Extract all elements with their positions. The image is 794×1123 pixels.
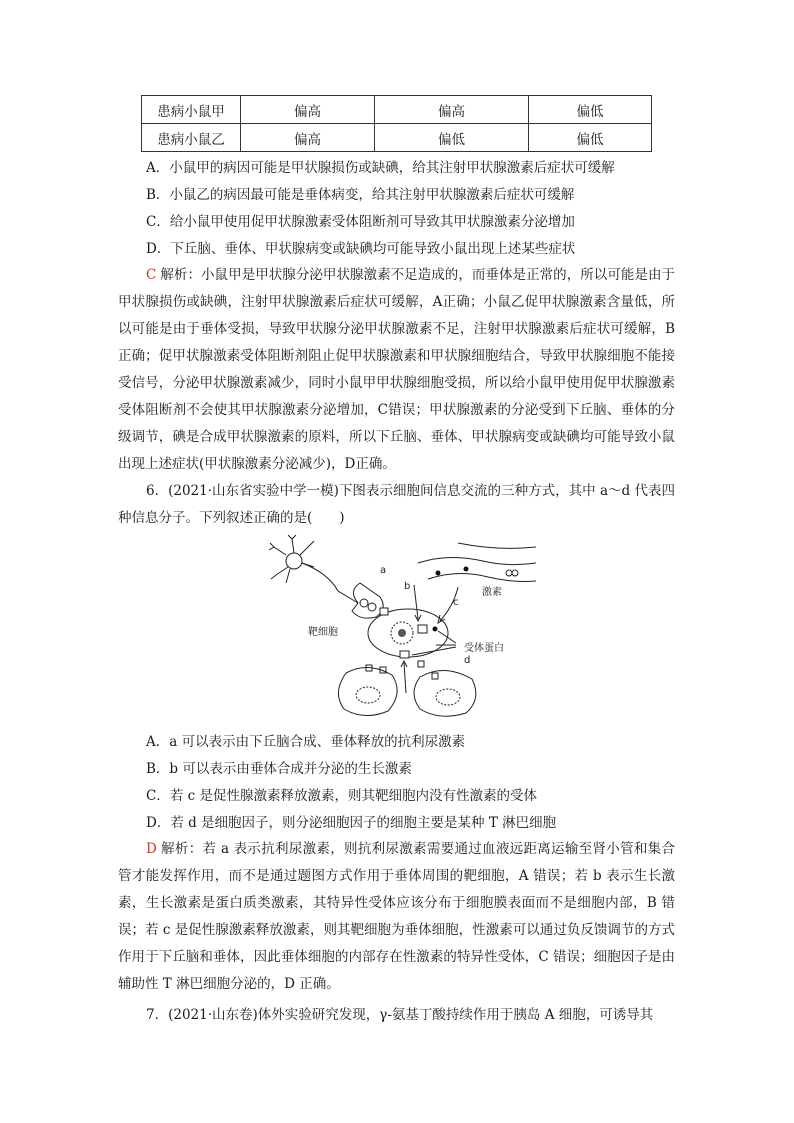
q6-answer: D (146, 841, 157, 857)
q5-analysis (118, 262, 675, 478)
table-row (142, 96, 652, 124)
q6-option-c: C．若 c 是促性腺激素释放激素，则其靶细胞内没有性激素的受体 (146, 788, 537, 804)
hormone-dot (464, 567, 469, 572)
table-cell: 患病小鼠乙 (142, 124, 241, 152)
q6-option-b: B．b 可以表示由垂体合成并分泌的生长激素 (146, 761, 412, 777)
table-cell: 偏低 (529, 124, 652, 152)
label-d: d (464, 655, 471, 666)
table-row (142, 124, 652, 152)
blood-vessel (418, 543, 536, 582)
table-cell: 偏低 (375, 124, 529, 152)
nucleolus (398, 629, 406, 637)
table-cell: 患病小鼠甲 (142, 96, 241, 124)
label-target-cell: 靶细胞 (308, 627, 338, 638)
hormone-pair (506, 570, 518, 576)
q5-option-c: C．给小鼠甲使用促甲状腺激素受体阻断剂可导致其甲状腺激素分泌增加 (146, 214, 575, 230)
q5-analysis-text: 解析：小鼠甲是甲状腺分泌甲状腺激素不足造成的，而垂体是正常的，所以可能是由于甲状腺损伤或缺碘，注射甲状腺激素后症状可缓解，A正确；小鼠乙促甲状腺激素含量低，所以可能是由于垂体受损，导致甲状腺分泌甲状腺激素不足，注射甲状腺激素后症状可缓解，B正确；促甲状腺激素受体阻断剂阻止促甲状腺激素和甲状腺细胞结合，导致甲状腺细胞不能接受信号，分泌甲状腺激素减少，同时小鼠甲甲状腺细胞受损，所以给小鼠甲使用促甲状腺激素受体阻断剂不会使其甲状腺激素分泌增加，C错误；甲状腺激素的分泌受到下丘脑、垂体的分级调节，碘是合成甲状腺激素的原料，所以下丘脑、垂体、甲状腺病变或缺碘均可能导致小鼠出现上述症状(甲状腺激素分泌减少)，D正确。 (118, 267, 675, 472)
q6-option-a: A．a 可以表示由下丘脑合成、垂体释放的抗利尿激素 (146, 734, 466, 750)
secretory-cells (338, 661, 475, 716)
cell-communication-diagram (268, 533, 536, 721)
q5-answer: C (146, 267, 157, 283)
q5-option-a: A．小鼠甲的病因可能是甲状腺损伤或缺碘，给其注射甲状腺激素后症状可缓解 (146, 160, 615, 176)
diagram-svg (268, 533, 536, 721)
q7-stem: 7．(2021·山东卷)体外实验研究发现，γ-氨基丁酸持续作用于胰岛 A 细胞，可诱导其 (146, 1007, 654, 1023)
receptor-a (380, 608, 388, 615)
table-cell: 偏低 (529, 96, 652, 124)
table-cell: 偏高 (241, 124, 375, 152)
q5-option-b: B．小鼠乙的病因最可能是垂体病变，给其注射甲状腺激素后症状可缓解 (146, 187, 575, 203)
hormone-table (141, 95, 652, 152)
receptor-c (433, 627, 438, 632)
neuron-shape (269, 535, 383, 618)
label-hormone: 激素 (482, 587, 502, 598)
receptor-b (418, 625, 427, 633)
q5-option-d: D．下丘脑、垂体、甲状腺病变或缺碘均可能导致小鼠出现上述某些症状 (146, 241, 576, 257)
q6-option-d: D．若 d 是细胞因子，则分泌细胞因子的细胞主要是某种 T 淋巴细胞 (146, 815, 557, 831)
table-cell: 偏高 (375, 96, 529, 124)
label-receptor: 受体蛋白 (464, 643, 504, 654)
q6-analysis-text: 解析：若 a 表示抗利尿激素，则抗利尿激素需要通过血液远距离运输至肾小管和集合管才能发挥作用，而不是通过题图方式作用于垂体周围的靶细胞，A 错误；若 b 表示生长激素，生长激素是蛋白质类激素，其特异性受体应该分布于细胞膜表面而不是细胞内部，B 错误；若 c 是促性腺激素释放激素，则其靶细胞为垂体细胞，性激素可以通过负反馈调节的方式作用于下丘脑和垂体，因此垂体细胞的内部存在性激素的特异性受体，C 错误；细胞因子是由辅助性 T 淋巴细胞分泌的，D 正确。 (118, 841, 675, 992)
signal-arrows (401, 585, 458, 693)
target-cell (368, 609, 448, 657)
label-a: a (380, 565, 387, 576)
table-cell: 偏高 (241, 96, 375, 124)
q6-stem: 6．(2021·山东省实验中学一模)下图表示细胞间信息交流的三种方式，其中 a～d 代表四种信息分子。下列叙述正确的是( ) (118, 483, 675, 526)
q6-analysis (118, 836, 675, 998)
label-c: c (453, 597, 459, 608)
label-b: b (404, 581, 411, 592)
hormone-dot (436, 571, 441, 576)
receptor-d (400, 651, 409, 658)
